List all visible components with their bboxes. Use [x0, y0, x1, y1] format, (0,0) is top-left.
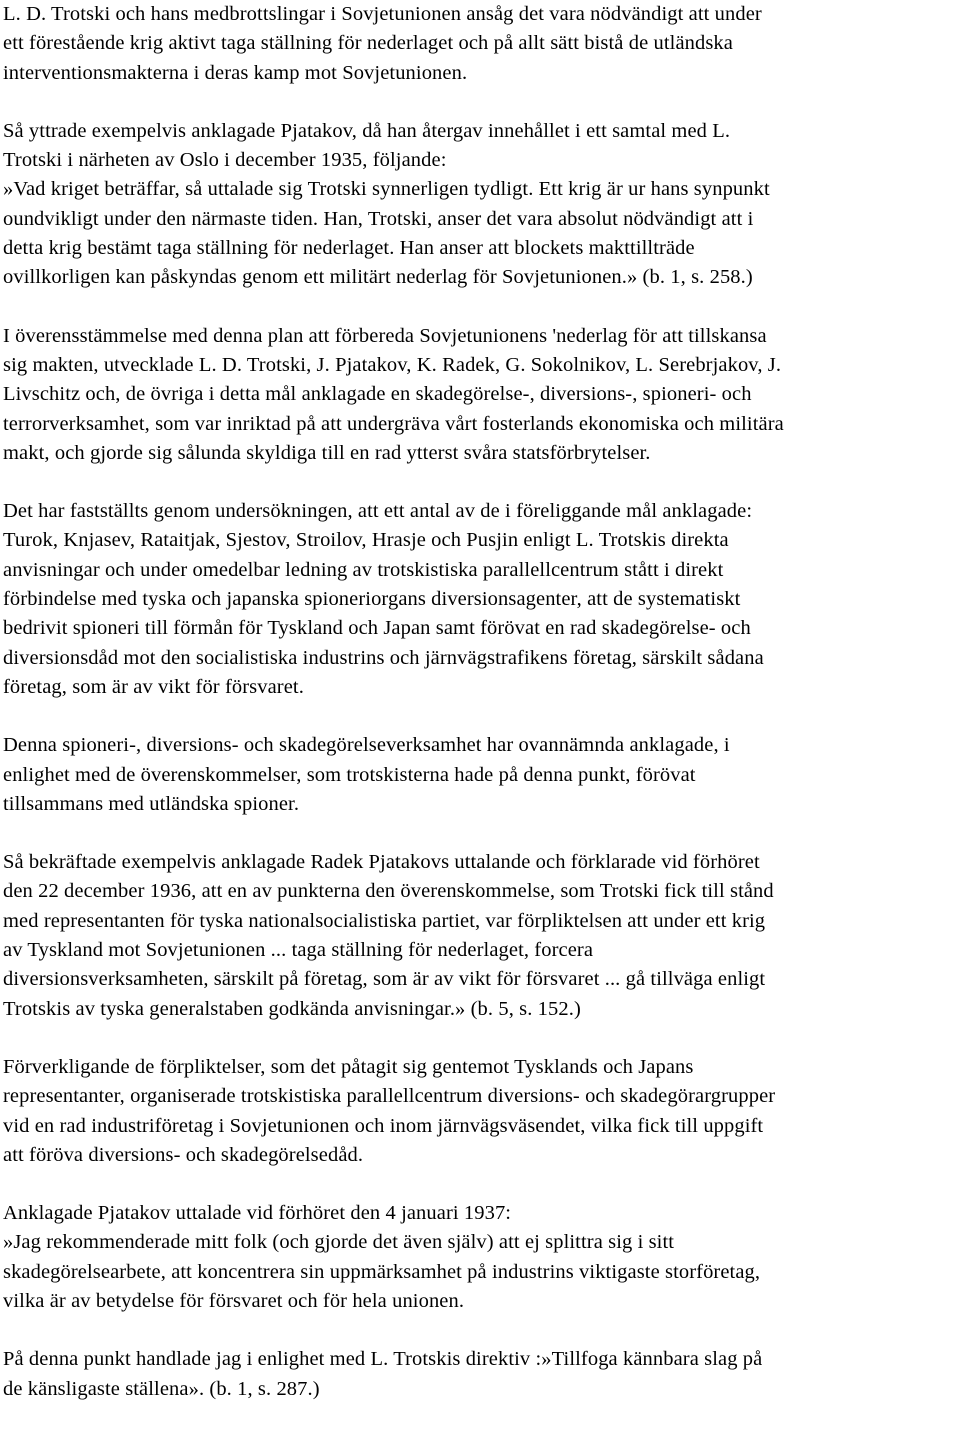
- text-line: L. D. Trotski och hans medbrottslingar i Sovjetunionen ansåg det vara nödvändigt att under: [3, 3, 762, 25]
- text-line: I överensstämmelse med denna plan att förbereda Sovjetunionens 'nederlag för att tillskansa: [3, 324, 767, 347]
- text-line: »Jag rekommenderade mitt folk (och gjorde det även själv) att ej splittra sig i sitt: [3, 1231, 675, 1254]
- text-line: anvisningar och under omedelbar ledning av trotskistiska parallellcentrum stått i direkt: [3, 558, 724, 581]
- text-line: förbindelse med tyska och japanska spioneriorgans diversionsagenter, att de systematiskt: [3, 588, 741, 611]
- paragraph-5: [3, 731, 955, 819]
- text-line: »Vad kriget beträffar, så uttalade sig Trotski synnerligen tydligt. Ett krig är ur hans synpunkt: [3, 178, 770, 201]
- text-line: terrorverksamhet, som var inriktad på att undergräva vårt fosterlands ekonomiska och militära: [3, 412, 784, 435]
- text-line: vid en rad industriföretag i Sovjetunionen och inom järnvägsväsendet, vilka fick till uppgift: [3, 1114, 764, 1137]
- text-line: Förverkligande de förpliktelser, som det påtagit sig gentemot Tysklands och Japans: [3, 1055, 694, 1078]
- text-line: bedrivit spioneri till förmån för Tyskland och Japan samt förövat en rad skadegörelse- och: [3, 617, 751, 640]
- text-line: På denna punkt handlade jag i enlighet med L. Trotskis direktiv :»Tillfoga kännbara slag på: [3, 1348, 763, 1371]
- text-line: makt, och gjorde sig sålunda skyldiga till en rad ytterst svåra statsförbrytelser.: [3, 441, 651, 464]
- paragraph-7: [3, 1053, 955, 1170]
- text-line: detta krig bestämt taga ställning för nederlaget. Han anser att blockets makttillträde: [3, 237, 695, 260]
- text-line: sig makten, utvecklade L. D. Trotski, J. Pjatakov, K. Radek, G. Sokolnikov, L. Serebrjakov, J.: [3, 353, 782, 376]
- text-line: skadegörelsearbete, att koncentrera sin uppmärksamhet på industrins viktigaste storföretag,: [3, 1260, 761, 1283]
- text-line: enlighet med de överenskommelser, som trotskisterna hade på denna punkt, förövat: [3, 763, 696, 786]
- paragraph-2: [3, 117, 955, 293]
- text-line: vilka är av betydelse för försvaret och för hela unionen.: [3, 1289, 465, 1312]
- document-page: [3, 0, 955, 1433]
- paragraph-4: [3, 497, 955, 702]
- text-line: Turok, Knjasev, Rataitjak, Sjestov, Stroilov, Hrasje och Pusjin enligt L. Trotskis direkta: [3, 529, 729, 552]
- text-line: Så bekräftade exempelvis anklagade Radek Pjatakovs uttalande och förklarade vid förhöret: [3, 851, 760, 874]
- paragraph-6: [3, 848, 955, 1024]
- text-line: Trotski i närheten av Oslo i december 1935, följande:: [3, 149, 447, 172]
- text-line: de känsligaste ställena». (b. 1, s. 287.): [3, 1377, 320, 1400]
- paragraph-9: [3, 1345, 955, 1404]
- text-line: Så yttrade exempelvis anklagade Pjatakov, då han återgav innehållet i ett samtal med L.: [3, 119, 731, 142]
- text-line: Det har fastställts genom undersökningen, att ett antal av de i föreliggande mål anklagade:: [3, 500, 753, 523]
- text-line: diversionsdåd mot den socialistiska industrins och järnvägstrafikens företag, särskilt sådana: [3, 646, 764, 669]
- text-line: den 22 december 1936, att en av punkterna den överenskommelse, som Trotski fick till stånd: [3, 880, 774, 903]
- text-line: ovillkorligen kan påskyndas genom ett militärt nederlag för Sovjetunionen.» (b. 1, s. 258.): [3, 266, 753, 289]
- text-line: av Tyskland mot Sovjetunionen ... taga ställning för nederlaget, forcera: [3, 939, 594, 962]
- paragraph-3: [3, 322, 955, 468]
- text-line: Trotskis av tyska generalstaben godkända anvisningar.» (b. 5, s. 152.): [3, 997, 581, 1020]
- text-line: ett förestående krig aktivt taga ställning för nederlaget och på allt sätt bistå de utländska: [3, 32, 733, 55]
- text-line: tillsammans med utländska spioner.: [3, 792, 300, 815]
- text-line: oundvikligt under den närmaste tiden. Han, Trotski, anser det vara absolut nödvändigt att i: [3, 207, 754, 230]
- paragraph-8: [3, 1199, 955, 1316]
- text-line: att föröva diversions- och skadegörelsedåd.: [3, 1143, 364, 1166]
- text-line: diversionsverksamheten, särskilt på företag, som är av vikt för försvaret ... gå tillväga enligt: [3, 968, 766, 991]
- text-line: representanter, organiserade trotskistiska parallellcentrum diversions- och skadegörargrupper: [3, 1085, 776, 1108]
- paragraph-1: [3, 0, 955, 88]
- text-line: Anklagade Pjatakov uttalade vid förhöret den 4 januari 1937:: [3, 1202, 512, 1225]
- text-line: interventionsmakterna i deras kamp mot Sovjetunionen.: [3, 61, 468, 84]
- text-line: Livschitz och, de övriga i detta mål anklagade en skadegörelse-, diversions-, spioneri- och: [3, 383, 752, 406]
- text-line: Denna spioneri-, diversions- och skadegörelseverksamhet har ovannämnda anklagade, i: [3, 734, 730, 757]
- text-line: företag, som är av vikt för försvaret.: [3, 675, 304, 698]
- text-line: med representanten för tyska nationalsocialistiska partiet, var förpliktelsen att under ett krig: [3, 909, 766, 932]
